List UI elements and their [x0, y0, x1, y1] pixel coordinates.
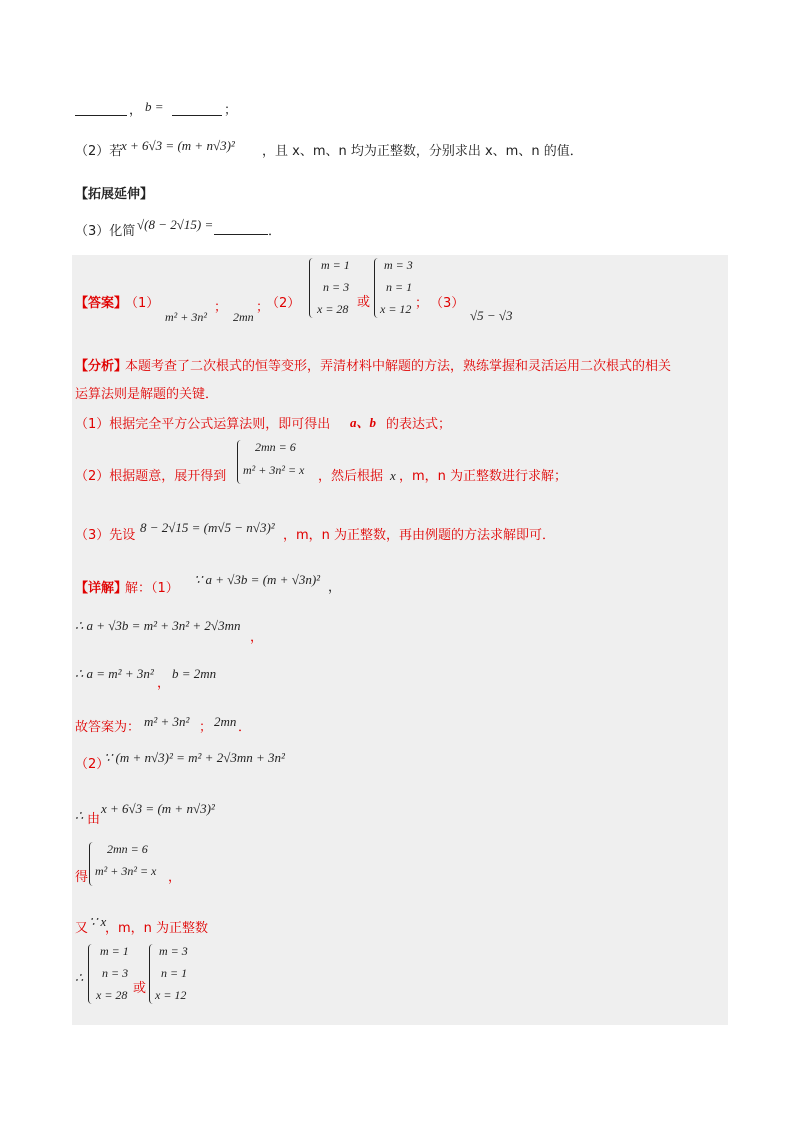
therefore-symbol-2: ∴	[75, 970, 84, 985]
sys-row: m² + 3n² = x	[243, 463, 305, 477]
brace	[89, 842, 94, 886]
detail-also: 又	[75, 921, 89, 936]
answer-part1: （1）	[125, 296, 160, 311]
analysis-step-1: （1）根据完全平方公式运算法则，即可得出	[75, 417, 331, 432]
therefore-symbol: ∴	[75, 808, 84, 823]
detail-de: 得	[75, 870, 89, 885]
sys-row: 2mn = 6	[107, 842, 148, 856]
detail-answer-sep: ；	[199, 720, 213, 735]
detail-line-7-end: ，	[168, 870, 182, 885]
answer-part2: （2）	[266, 296, 301, 311]
brace	[149, 944, 154, 1004]
detail-line-1: ∵ a + √3b = (m + √3n)²	[194, 572, 321, 587]
b-equals: b =	[145, 99, 164, 114]
answer-c-expr: √5 − √3	[470, 308, 513, 323]
sys-row: n = 1	[161, 966, 188, 980]
detail-line-6: x + 6√3 = (m + n√3)²	[101, 801, 215, 816]
sys-row: x = 12	[155, 988, 187, 1002]
detail-line-8: ∵ x	[89, 914, 107, 929]
q3-end: ．	[268, 224, 282, 239]
detail-system-b	[149, 944, 209, 1006]
analysis-step-2: （2）根据题意，展开得到	[75, 469, 227, 484]
sys-row: n = 3	[323, 280, 350, 294]
separator: ，	[129, 103, 143, 118]
detail-line-2: ∴ a + √3b = m² + 3n² + 2√3mn	[75, 618, 241, 633]
analysis-step-3-expr: 8 − 2√15 = (m√5 − n√3)²	[140, 520, 275, 535]
sys-row: 2mn = 6	[255, 440, 296, 454]
answer-or: 或	[357, 295, 371, 310]
extension-title: 【拓展延伸】	[75, 187, 154, 202]
analysis-step-3-end: ，m，n 为正整数，再由例题的方法求解即可．	[283, 528, 556, 543]
line-end: ；	[224, 103, 238, 118]
answer-sep-2: ；	[256, 300, 270, 315]
detail-you: 由	[87, 812, 101, 827]
detail-start: 解：（1）	[125, 581, 179, 596]
brace	[374, 258, 379, 318]
detail-line-1-end: ，	[328, 580, 342, 595]
q2-text: ，且 x、m、n 均为正整数，分别求出 x、m、n 的值．	[262, 144, 583, 159]
q2-prefix: （2）若	[75, 144, 123, 159]
sys-row: m = 1	[321, 258, 350, 272]
answer-blank-c	[214, 222, 268, 235]
sys-row: m = 1	[100, 944, 129, 958]
answer-part3: （3）	[430, 296, 465, 311]
analysis-text-1: 本题考查了二次根式的恒等变形，弄清材料中解题的方法，熟练掌握和灵活运用二次根式的相关	[125, 359, 672, 374]
detail-line-5: ∵ (m + n√3)² = m² + 2√3mn + 3n²	[104, 750, 285, 765]
answer-sep-3: ；	[415, 296, 429, 311]
answer-a-expr: m² + 3n²	[165, 310, 207, 324]
detail-line-8-end: ，m，n 为正整数	[105, 921, 209, 936]
analysis-step-3: （3）先设	[75, 528, 136, 543]
sys-row: n = 1	[386, 280, 413, 294]
detail-or: 或	[133, 981, 147, 996]
answer-b-expr: 2mn	[233, 310, 254, 324]
detail-line-3: ∴ a = m² + 3n²	[75, 666, 154, 681]
analysis-label: 【分析】	[75, 359, 128, 374]
q3-expression: √(8 − 2√15) =	[137, 217, 214, 232]
answer-blank-b	[172, 103, 222, 116]
sys-row: m = 3	[159, 944, 188, 958]
analysis-text-2: 运算法则是解题的关键．	[75, 387, 219, 402]
brace	[88, 944, 93, 1004]
q3-prefix: （3）化简	[75, 224, 136, 239]
answer-label: 【答案】	[75, 296, 128, 311]
sys-row: x = 12	[380, 302, 412, 316]
sys-row: n = 3	[102, 966, 129, 980]
detail-part2-prefix: （2）	[75, 757, 110, 772]
detail-line-3-sep: ，	[157, 676, 171, 691]
sys-row: m² + 3n² = x	[95, 864, 157, 878]
brace	[237, 440, 242, 484]
analysis-step-1-end: 的表达式；	[386, 417, 452, 432]
detail-line-3-b: b = 2mn	[172, 666, 217, 681]
analysis-step-2-mid: ，然后根据	[318, 469, 384, 484]
sys-row: m = 3	[384, 258, 413, 272]
answer-sep-1: ；	[214, 300, 228, 315]
analysis-step-1-vars: a、b	[350, 415, 377, 430]
detail-answer-label: 故答案为：	[75, 720, 141, 735]
analysis-step-2-x: x	[390, 468, 396, 483]
answer-system-a	[309, 258, 369, 320]
q2-equation: x + 6√3 = (m + n√3)²	[121, 138, 235, 153]
detail-answer-end: ．	[238, 720, 252, 735]
detail-line-2-end: ，	[250, 630, 264, 645]
detail-label: 【详解】	[75, 581, 128, 596]
sys-row: x = 28	[317, 302, 349, 316]
answer-blank-a	[75, 103, 127, 116]
brace	[309, 258, 314, 318]
sys-row: x = 28	[96, 988, 128, 1002]
detail-answer-a: m² + 3n²	[144, 714, 190, 729]
analysis-step-2-end: ，m，n 为正整数进行求解；	[399, 469, 568, 484]
detail-answer-b: 2mn	[214, 714, 237, 729]
detail-system-a	[88, 944, 148, 1006]
